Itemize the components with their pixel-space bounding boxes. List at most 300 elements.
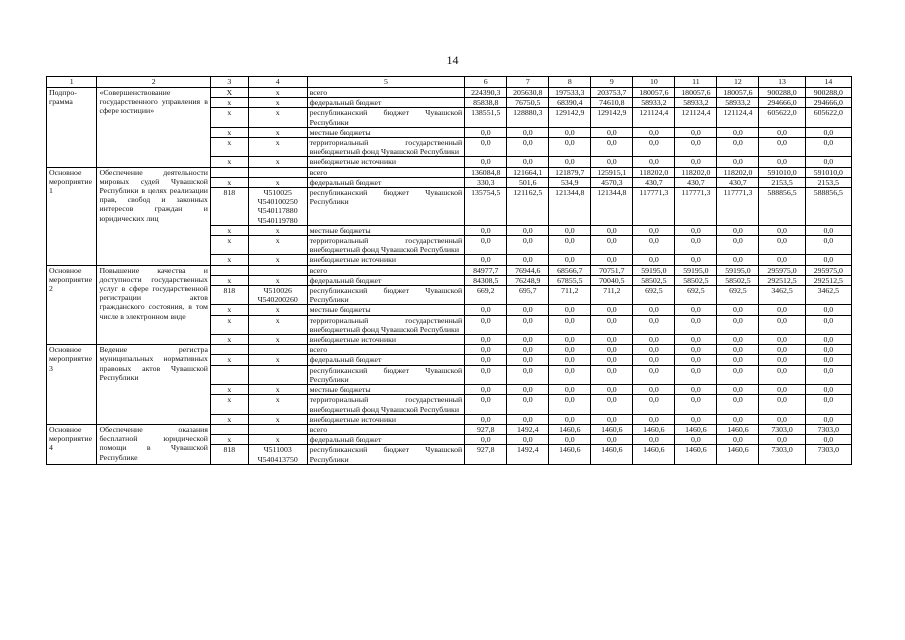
amount-cell: 0,0	[805, 225, 851, 235]
budget-classification-code: х	[248, 414, 307, 424]
amount-cell: 0,0	[549, 414, 591, 424]
funding-source: республиканский бюджет Чувашской Республики	[307, 286, 465, 305]
amount-cell: 0,0	[805, 365, 851, 384]
amount-cell: 0,0	[675, 395, 717, 414]
funding-source: федеральный бюджет	[307, 435, 465, 445]
amount-cell: 534,9	[549, 177, 591, 187]
amount-cell: 121162,5	[507, 188, 549, 226]
amount-cell: 0,0	[717, 395, 759, 414]
executor-code: х	[210, 225, 248, 235]
column-number: 2	[97, 77, 210, 88]
column-number: 4	[248, 77, 307, 88]
amount-cell: 0,0	[675, 236, 717, 255]
amount-cell: 0,0	[591, 127, 633, 137]
funding-source: всего	[307, 167, 465, 177]
amount-cell: 0,0	[759, 255, 805, 265]
amount-cell: 0,0	[759, 305, 805, 315]
budget-classification-code: х	[248, 98, 307, 108]
amount-cell: 0,0	[717, 157, 759, 167]
amount-cell: 0,0	[633, 345, 675, 355]
amount-cell: 1460,6	[717, 424, 759, 434]
budget-classification-code: х	[248, 157, 307, 167]
amount-cell: 118202,0	[717, 167, 759, 177]
funding-source: федеральный бюджет	[307, 177, 465, 187]
amount-cell: 74610,8	[591, 98, 633, 108]
column-number: 13	[759, 77, 805, 88]
amount-cell: 0,0	[507, 385, 549, 395]
amount-cell: 0,0	[675, 414, 717, 424]
amount-cell: 0,0	[675, 157, 717, 167]
column-number: 5	[307, 77, 465, 88]
amount-cell: 0,0	[633, 365, 675, 384]
amount-cell: 3462,5	[759, 286, 805, 305]
amount-cell: 0,0	[675, 355, 717, 365]
amount-cell: 121664,1	[507, 167, 549, 177]
column-number: 10	[633, 77, 675, 88]
amount-cell: 0,0	[549, 315, 591, 334]
amount-cell: 0,0	[507, 435, 549, 445]
column-number: 1	[47, 77, 97, 88]
amount-cell: 591010,0	[805, 167, 851, 177]
amount-cell: 121124,4	[633, 108, 675, 127]
funding-source: федеральный бюджет	[307, 355, 465, 365]
column-number: 3	[210, 77, 248, 88]
amount-cell: 0,0	[675, 345, 717, 355]
amount-cell: 692,5	[675, 286, 717, 305]
amount-cell: 0,0	[633, 236, 675, 255]
executor-code: х	[210, 157, 248, 167]
page-number: 14	[446, 53, 459, 67]
amount-cell: 0,0	[633, 127, 675, 137]
amount-cell: 0,0	[507, 365, 549, 384]
amount-cell: 0,0	[507, 255, 549, 265]
amount-cell: 0,0	[549, 138, 591, 157]
amount-cell: 0,0	[675, 127, 717, 137]
amount-cell: 0,0	[507, 305, 549, 315]
amount-cell: 0,0	[717, 355, 759, 365]
executor-code: х	[210, 385, 248, 395]
amount-cell: 1460,6	[549, 424, 591, 434]
executor-code: х	[210, 395, 248, 414]
amount-cell: 0,0	[805, 315, 851, 334]
amount-cell: 0,0	[591, 355, 633, 365]
amount-cell: 295975,0	[759, 265, 805, 275]
amount-cell: 430,7	[633, 177, 675, 187]
funding-source: всего	[307, 88, 465, 98]
amount-cell: 0,0	[675, 385, 717, 395]
funding-source: внебюджетные источники	[307, 157, 465, 167]
amount-cell: 0,0	[465, 315, 507, 334]
budget-classification-code	[248, 265, 307, 275]
amount-cell: 0,0	[717, 335, 759, 345]
budget-classification-code: х	[248, 88, 307, 98]
budget-classification-code: х	[248, 385, 307, 395]
amount-cell: 0,0	[591, 435, 633, 445]
executor-code: х	[210, 335, 248, 345]
amount-cell: 0,0	[465, 365, 507, 384]
amount-cell: 203753,7	[591, 88, 633, 98]
amount-cell: 0,0	[805, 236, 851, 255]
funding-source: территориальный государственный внебюджетный фонд Чувашской Республики	[307, 236, 465, 255]
amount-cell: 136084,8	[465, 167, 507, 177]
amount-cell: 0,0	[591, 414, 633, 424]
amount-cell: 0,0	[465, 127, 507, 137]
table-row	[47, 424, 852, 434]
amount-cell: 0,0	[633, 414, 675, 424]
amount-cell: 0,0	[717, 345, 759, 355]
amount-cell: 0,0	[465, 345, 507, 355]
amount-cell: 292512,5	[805, 275, 851, 285]
amount-cell: 0,0	[507, 157, 549, 167]
amount-cell: 0,0	[507, 345, 549, 355]
amount-cell: 0,0	[759, 435, 805, 445]
amount-cell: 0,0	[591, 255, 633, 265]
budget-classification-code: х	[248, 355, 307, 365]
amount-cell: 129142,9	[549, 108, 591, 127]
executor-code	[210, 365, 248, 384]
table-row	[47, 345, 852, 355]
amount-cell: 0,0	[465, 414, 507, 424]
executor-code: 818	[210, 188, 248, 226]
amount-cell: 605622,0	[805, 108, 851, 127]
amount-cell: 70040,5	[591, 275, 633, 285]
amount-cell: 0,0	[591, 385, 633, 395]
amount-cell: 0,0	[675, 335, 717, 345]
amount-cell: 180057,6	[633, 88, 675, 98]
budget-classification-code: Ч510026 Ч540200260	[248, 286, 307, 305]
budget-classification-code: х	[248, 177, 307, 187]
executor-code: х	[210, 138, 248, 157]
amount-cell: 0,0	[805, 127, 851, 137]
amount-cell: 0,0	[675, 138, 717, 157]
amount-cell: 0,0	[805, 157, 851, 167]
executor-code: х	[210, 108, 248, 127]
executor-code: х	[210, 355, 248, 365]
amount-cell: 121344,8	[591, 188, 633, 226]
amount-cell: 0,0	[549, 127, 591, 137]
amount-cell: 900288,0	[759, 88, 805, 98]
funding-source: территориальный государственный внебюджетный фонд Чувашской Республики	[307, 138, 465, 157]
amount-cell: 0,0	[675, 365, 717, 384]
amount-cell: 0,0	[675, 315, 717, 334]
amount-cell: 0,0	[633, 385, 675, 395]
amount-cell: 711,2	[549, 286, 591, 305]
amount-cell: 121124,4	[675, 108, 717, 127]
amount-cell: 0,0	[591, 138, 633, 157]
amount-cell: 59195,0	[633, 265, 675, 275]
amount-cell: 0,0	[549, 157, 591, 167]
amount-cell: 0,0	[805, 138, 851, 157]
amount-cell: 900288,0	[805, 88, 851, 98]
amount-cell: 605622,0	[759, 108, 805, 127]
amount-cell: 0,0	[465, 225, 507, 235]
amount-cell: 117771,3	[633, 188, 675, 226]
block-name: Повышение качества и доступности государственных услуг в сфере государственной регистрации актов гражданского состояния, в том числе в электронном виде	[97, 265, 210, 345]
amount-cell: 0,0	[633, 355, 675, 365]
amount-cell: 76248,9	[507, 275, 549, 285]
amount-cell: 0,0	[805, 305, 851, 315]
amount-cell: 58933,2	[717, 98, 759, 108]
block-kind: Основное мероприятие 4	[47, 424, 97, 464]
amount-cell: 7303,0	[805, 424, 851, 434]
amount-cell: 58502,5	[717, 275, 759, 285]
amount-cell: 117771,3	[675, 188, 717, 226]
budget-classification-code: х	[248, 225, 307, 235]
amount-cell: 135754,5	[465, 188, 507, 226]
amount-cell: 7303,0	[759, 445, 805, 464]
amount-cell: 0,0	[675, 305, 717, 315]
funding-source: республиканский бюджет Чувашской Республики	[307, 188, 465, 226]
amount-cell: 121124,4	[717, 108, 759, 127]
amount-cell: 0,0	[717, 315, 759, 334]
amount-cell: 0,0	[633, 305, 675, 315]
funding-source: республиканский бюджет Чувашской Республики	[307, 108, 465, 127]
amount-cell: 0,0	[465, 305, 507, 315]
amount-cell: 128880,3	[507, 108, 549, 127]
amount-cell: 0,0	[717, 127, 759, 137]
amount-cell: 0,0	[591, 315, 633, 334]
amount-cell: 1460,6	[633, 445, 675, 464]
amount-cell: 0,0	[633, 395, 675, 414]
amount-cell: 0,0	[549, 225, 591, 235]
executor-code: х	[210, 275, 248, 285]
amount-cell: 1460,6	[633, 424, 675, 434]
amount-cell: 0,0	[759, 157, 805, 167]
amount-cell: 0,0	[759, 414, 805, 424]
block-name: Ведение регистра муниципальных нормативных правовых актов Чувашской Республики	[97, 345, 210, 425]
amount-cell: 292512,5	[759, 275, 805, 285]
budget-classification-code: х	[248, 138, 307, 157]
amount-cell: 0,0	[633, 225, 675, 235]
executor-code	[210, 167, 248, 177]
funding-source: местные бюджеты	[307, 225, 465, 235]
budget-classification-code: х	[248, 108, 307, 127]
amount-cell: 0,0	[465, 385, 507, 395]
executor-code: х	[210, 177, 248, 187]
amount-cell: 0,0	[717, 138, 759, 157]
amount-cell: 180057,6	[675, 88, 717, 98]
amount-cell: 0,0	[507, 335, 549, 345]
amount-cell: 0,0	[507, 315, 549, 334]
amount-cell: 0,0	[549, 365, 591, 384]
budget-classification-code	[248, 167, 307, 177]
amount-cell: 0,0	[507, 395, 549, 414]
budget-classification-code	[248, 424, 307, 434]
amount-cell: 129142,9	[591, 108, 633, 127]
amount-cell: 0,0	[805, 385, 851, 395]
amount-cell: 501,6	[507, 177, 549, 187]
funding-source: территориальный государственный внебюджетный фонд Чувашской Республики	[307, 395, 465, 414]
amount-cell: 692,5	[633, 286, 675, 305]
executor-code: х	[210, 236, 248, 255]
amount-cell: 0,0	[591, 236, 633, 255]
amount-cell: 0,0	[717, 305, 759, 315]
block-kind: Основное мероприятие 1	[47, 167, 97, 265]
amount-cell: 68390,4	[549, 98, 591, 108]
amount-cell: 58933,2	[633, 98, 675, 108]
amount-cell: 59195,0	[717, 265, 759, 275]
column-number: 11	[675, 77, 717, 88]
amount-cell: 0,0	[805, 395, 851, 414]
amount-cell: 588856,5	[805, 188, 851, 226]
amount-cell: 295975,0	[805, 265, 851, 275]
amount-cell: 4570,3	[591, 177, 633, 187]
budget-classification-code: х	[248, 395, 307, 414]
budget-classification-code: х	[248, 275, 307, 285]
amount-cell: 0,0	[591, 365, 633, 384]
amount-cell: 0,0	[759, 138, 805, 157]
budget-table	[46, 76, 852, 465]
funding-source: федеральный бюджет	[307, 98, 465, 108]
amount-cell: 0,0	[591, 395, 633, 414]
amount-cell: 294666,0	[759, 98, 805, 108]
amount-cell: 59195,0	[675, 265, 717, 275]
executor-code	[210, 345, 248, 355]
column-number: 9	[591, 77, 633, 88]
amount-cell: 0,0	[549, 395, 591, 414]
amount-cell: 0,0	[507, 414, 549, 424]
amount-cell: 0,0	[675, 435, 717, 445]
amount-cell: 121879,7	[549, 167, 591, 177]
amount-cell: 0,0	[805, 255, 851, 265]
budget-classification-code: х	[248, 236, 307, 255]
amount-cell: 588856,5	[759, 188, 805, 226]
amount-cell: 67855,5	[549, 275, 591, 285]
amount-cell: 0,0	[759, 315, 805, 334]
amount-cell: 118202,0	[633, 167, 675, 177]
column-number: 7	[507, 77, 549, 88]
amount-cell: 0,0	[805, 435, 851, 445]
budget-classification-code: Ч511003 Ч540413750	[248, 445, 307, 464]
amount-cell: 118202,0	[675, 167, 717, 177]
amount-cell: 0,0	[549, 255, 591, 265]
amount-cell: 0,0	[633, 335, 675, 345]
funding-source: местные бюджеты	[307, 305, 465, 315]
amount-cell: 58502,5	[633, 275, 675, 285]
amount-cell: 0,0	[759, 355, 805, 365]
amount-cell: 0,0	[717, 435, 759, 445]
amount-cell: 0,0	[549, 236, 591, 255]
executor-code	[210, 424, 248, 434]
amount-cell: 430,7	[717, 177, 759, 187]
funding-source: территориальный государственный внебюджетный фонд Чувашской Республики	[307, 315, 465, 334]
amount-cell: 0,0	[759, 236, 805, 255]
amount-cell: 2153,5	[759, 177, 805, 187]
amount-cell: 591010,0	[759, 167, 805, 177]
amount-cell: 294666,0	[805, 98, 851, 108]
amount-cell: 0,0	[675, 225, 717, 235]
funding-source: всего	[307, 424, 465, 434]
amount-cell: 1492,4	[507, 424, 549, 434]
budget-classification-code: х	[248, 435, 307, 445]
amount-cell: 0,0	[805, 335, 851, 345]
block-kind: Основное мероприятие 2	[47, 265, 97, 345]
executor-code: х	[210, 315, 248, 334]
executor-code: Х	[210, 88, 248, 98]
amount-cell: 205630,8	[507, 88, 549, 98]
amount-cell: 0,0	[465, 157, 507, 167]
amount-cell: 7303,0	[805, 445, 851, 464]
amount-cell: 0,0	[591, 157, 633, 167]
amount-cell: 1460,6	[549, 445, 591, 464]
budget-classification-code: х	[248, 315, 307, 334]
amount-cell: 58933,2	[675, 98, 717, 108]
budget-classification-code: х	[248, 335, 307, 345]
amount-cell: 692,5	[717, 286, 759, 305]
amount-cell: 0,0	[633, 138, 675, 157]
amount-cell: 1460,6	[717, 445, 759, 464]
budget-classification-code: х	[248, 305, 307, 315]
amount-cell: 0,0	[549, 435, 591, 445]
amount-cell: 669,2	[465, 286, 507, 305]
budget-classification-code	[248, 345, 307, 355]
amount-cell: 0,0	[549, 335, 591, 345]
amount-cell: 927,8	[465, 445, 507, 464]
amount-cell: 0,0	[717, 236, 759, 255]
executor-code: х	[210, 127, 248, 137]
amount-cell: 695,7	[507, 286, 549, 305]
amount-cell: 0,0	[591, 335, 633, 345]
amount-cell: 0,0	[549, 385, 591, 395]
amount-cell: 1460,6	[675, 445, 717, 464]
amount-cell: 0,0	[633, 435, 675, 445]
amount-cell: 0,0	[507, 236, 549, 255]
amount-cell: 0,0	[633, 255, 675, 265]
column-number: 6	[465, 77, 507, 88]
executor-code: х	[210, 255, 248, 265]
amount-cell: 0,0	[759, 385, 805, 395]
column-number: 8	[549, 77, 591, 88]
amount-cell: 0,0	[717, 225, 759, 235]
amount-cell: 84308,5	[465, 275, 507, 285]
amount-cell: 197533,3	[549, 88, 591, 98]
funding-source: внебюджетные источники	[307, 414, 465, 424]
amount-cell: 2153,5	[805, 177, 851, 187]
amount-cell: 927,8	[465, 424, 507, 434]
amount-cell: 121344,8	[549, 188, 591, 226]
amount-cell: 1460,6	[591, 424, 633, 434]
amount-cell: 1460,6	[675, 424, 717, 434]
amount-cell: 85838,8	[465, 98, 507, 108]
funding-source: всего	[307, 345, 465, 355]
block-name: «Совершенствование государственного управления в сфере юстиции»	[97, 88, 210, 168]
amount-cell: 180057,6	[717, 88, 759, 98]
amount-cell: 1460,6	[591, 445, 633, 464]
amount-cell: 0,0	[465, 395, 507, 414]
amount-cell: 430,7	[675, 177, 717, 187]
amount-cell: 138551,5	[465, 108, 507, 127]
amount-cell: 0,0	[759, 225, 805, 235]
table-row	[47, 88, 852, 98]
budget-classification-code: х	[248, 127, 307, 137]
amount-cell: 0,0	[465, 435, 507, 445]
amount-cell: 0,0	[759, 395, 805, 414]
amount-cell: 0,0	[507, 225, 549, 235]
amount-cell: 0,0	[591, 225, 633, 235]
amount-cell: 84977,7	[465, 265, 507, 275]
funding-source: республиканский бюджет Чувашской Республики	[307, 445, 465, 464]
amount-cell: 70751,7	[591, 265, 633, 275]
amount-cell: 7303,0	[759, 424, 805, 434]
block-kind: Основное мероприятие 3	[47, 345, 97, 425]
budget-classification-code	[248, 365, 307, 384]
executor-code: 818	[210, 286, 248, 305]
amount-cell: 0,0	[759, 127, 805, 137]
amount-cell: 0,0	[805, 355, 851, 365]
funding-source: местные бюджеты	[307, 127, 465, 137]
amount-cell: 0,0	[507, 127, 549, 137]
amount-cell: 0,0	[465, 335, 507, 345]
